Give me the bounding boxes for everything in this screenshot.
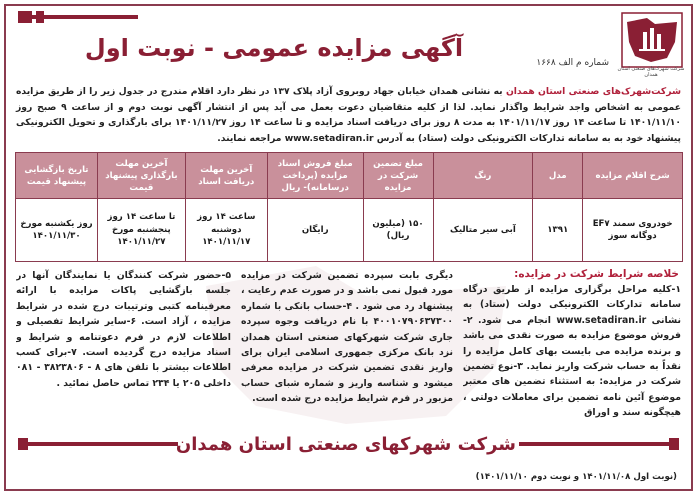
- table-header: تاریخ بازگشایی پیشنهاد قیمت: [16, 153, 98, 199]
- table-cell: روز یکشنبه مورخ ۱۴۰۱/۱۱/۳۰: [16, 199, 98, 262]
- logo-caption: شرکت شهرک‌های صنعتی استان همدان: [617, 66, 685, 78]
- table-cell: آبی سیر متالیک: [433, 199, 533, 262]
- intro-tail: مراجعه نمایند.: [217, 132, 285, 144]
- table-header: شرح اقلام مزایده: [583, 153, 683, 199]
- conditions-column-right: ۱-کلیه مراحل برگزاری مزایده از طریق درگاه سامانه تدارکات الکترونیکی دولت (ستاد) به نشانی www.setadiran.ir انجام می شود. ۲-فروش موضوع مزایده به صورت نقدی می باشد و برنده مزایده می بایست بهای کامل مزایده را نقداً به حساب شرکت واریز نماید. ۳-نوع تضمین شرکت در مزایده: به استثناء تضمین های معتبر موضوع آئین نامه تضمین برای معاملات دولتی ، هیچگونه سند و اوراق: [463, 284, 681, 419]
- footer-ornament-left: [18, 436, 178, 452]
- ad-page: [4, 4, 693, 491]
- intro-paragraph: [16, 84, 681, 146]
- header: [6, 6, 691, 78]
- table-header: آخرین مهلت بارگذاری پیشنهاد قیمت: [97, 153, 185, 199]
- table-cell: خودروی سمند EF۷ دوگانه سوز: [583, 199, 683, 262]
- table-row: [16, 199, 683, 262]
- publish-date: (نوبت اول ۱۴۰۱/۱۱/۰۸ و نوبت دوم ۱۴۰۱/۱۱/۱۰): [475, 472, 677, 482]
- table-header: مبلغ فروش اسناد مزایده (پرداخت درسامانه)- ریال: [267, 153, 363, 199]
- table-cell: رایگان: [267, 199, 363, 262]
- conditions-column-left: ۵-حضور شرکت کنندگان یا نمایندگان آنها در جلسه بازگشایی پاکات مزایده با ارائه معرفینامه کتبی وترتیبات درج شده در شرایط مزایده ، آزاد است. ۶-سایر شرایط تفصیلی و اطلاعات لازم در فرم دعوتنامه و شرایط و اسناد مزایده درج گردیده است. ۷-برای کسب اطلاعات بیشتر با تلفن های ۸ - ۳۸۲۳۸۰۶ - ۰۸۱ داخلی ۲۰۵ یا ۲۳۴ تماس حاصل نمائید .: [16, 270, 231, 389]
- table-cell: ۱۵۰ (میلیون ریال): [363, 199, 433, 262]
- footer-ornament-right: [519, 436, 679, 452]
- table-cell: ساعت ۱۴ روز دوشنبه ۱۴۰۱/۱۱/۱۷: [185, 199, 267, 262]
- intro-site-link[interactable]: www.setadiran.ir: [284, 132, 374, 144]
- table-header-row: [16, 153, 683, 199]
- table-header: رنگ: [433, 153, 533, 199]
- table-header: مدل: [533, 153, 583, 199]
- table-header: آخرین مهلت دریافت اسناد: [185, 153, 267, 199]
- table-cell: ۱۳۹۱: [533, 199, 583, 262]
- conditions-column-middle: دیگری بابت سپرده تضمین شرکت در مزایده مورد قبول نمی باشد و در صورت عدم رعایت ، پیشنهاد رد می شود . ۴-حساب بانکی با شماره ۴۰۰۱۰۷۹۰۶۳۷۳۰۰ با نام دریافت وجوه سپرده جاری شرکت شهرکهای صنعتی استان همدان نزد بانک مرکزی جمهوری اسلامی ایران برای واریز نقدی تضمین شرکت در مزایده معرفی میشود و شناسه واریز و شماره شبای حساب مزبور در فرم شرایط مزایده درج شده است.: [241, 270, 453, 405]
- table-header: مبلغ تضمین شرکت در مزایده: [363, 153, 433, 199]
- intro-company: شرکت‌شهرک‌های صنعتی استان همدان: [505, 86, 682, 97]
- announce-number: شماره م الف ۱۶۶۸: [536, 58, 609, 68]
- company-logo-icon: [621, 12, 683, 68]
- conditions-title: خلاصه شرایط شرکت در مزایده:: [514, 268, 679, 280]
- ad-title: آگهی مزایده عمومی - نوبت اول: [84, 34, 464, 62]
- footer-company: شرکت شهرکهای صنعتی استان همدان: [175, 434, 516, 455]
- header-ornament: [18, 11, 138, 23]
- intro-text: به نشانی همدان خیابان جهاد روبروی آزاد پلاک ۱۳۷ در نظر دارد اقلام مندرج در جدول زیر را از طریق مزایده عمومی به اشخاص واجد شرایط واگذار نماید. لذا از کلیه متقاضیان دعوت بعمل می آید پس از انتشار آگهی نوبت دوم و از ساعت ۹ صبح روز ۱۴۰۱/۱۱/۱۰ تا ساعت ۱۴ روز ۱۴۰۱/۱۱/۱۷ به مدت ۸ روز برای دریافت اسناد مزایده و تا ساعت ۱۴ روز ۱۴۰۱/۱۱/۲۷ برای بارگذاری و تحویل الکترونیکی پیشنهاد خود به به سامانه تدارکات الکترونیکی دولت (ستاد) به آدرس: [16, 86, 682, 144]
- conditions-columns: [16, 268, 681, 443]
- table-cell: تا ساعت ۱۴ روز پنجشنبه مورخ ۱۴۰۱/۱۱/۲۷: [97, 199, 185, 262]
- assets-table: [15, 152, 683, 262]
